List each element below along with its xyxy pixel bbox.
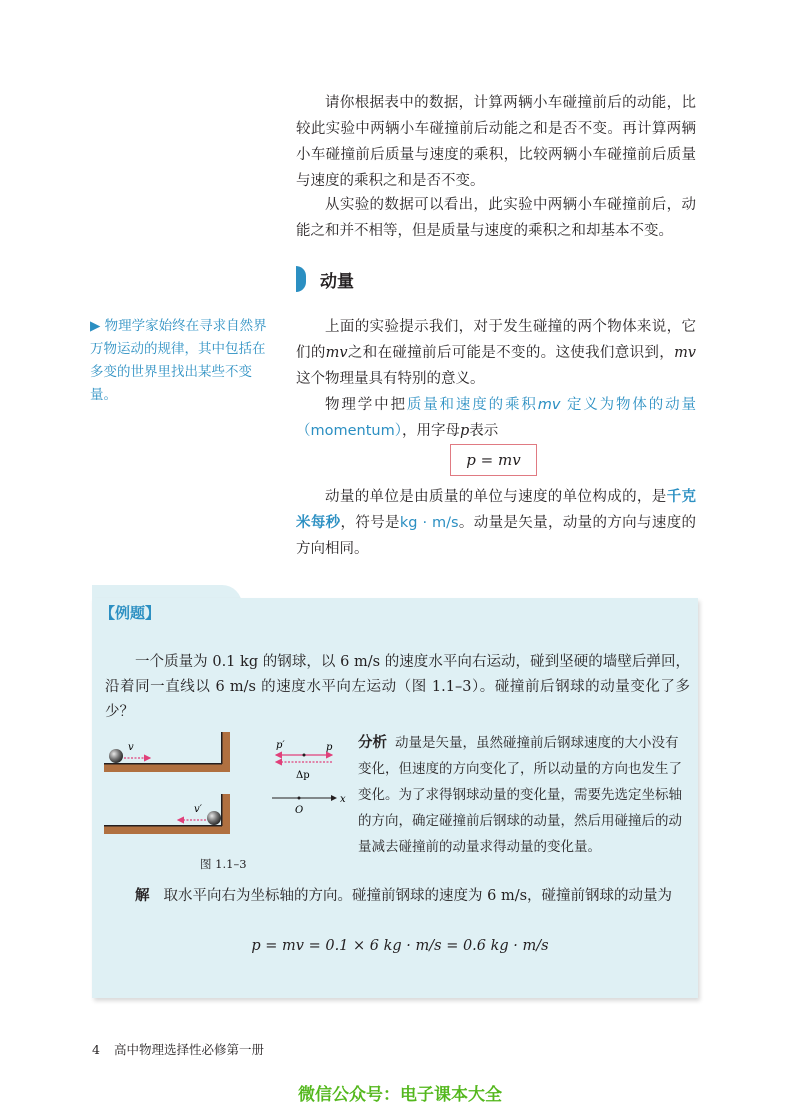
intro-paragraph-1: 请你根据表中的数据，计算两辆小车碰撞前后的动能，比较此实验中两辆小车碰撞前后动能之和是否不变。再计算两辆小车碰撞前后质量与速度的乘积，比较两辆小车碰撞前后质量与速度的乘积之和是否不变。: [296, 95, 696, 189]
figure-caption: 图 1.1–3: [200, 857, 247, 871]
text-run: 。动量是矢量，动量的方向与速度的方向相同。: [296, 515, 697, 557]
solution-label: 解: [135, 888, 150, 904]
p-symbol: p: [459, 423, 470, 439]
definition-highlight: 质量和速度的乘积: [406, 397, 538, 413]
unit-highlight: 千克米每秒: [296, 489, 697, 531]
analysis-paragraph: [358, 730, 686, 860]
book-title: 高中物理选择性必修第一册: [113, 1042, 264, 1057]
solution-formula: [0, 938, 800, 954]
text-run: 动量的单位是由质量的单位与速度的单位构成的，是: [325, 489, 667, 505]
mv-symbol: mv: [674, 345, 697, 361]
wall-bottom-edge: [221, 794, 223, 826]
text-run: 这个物理量具有特别的意义。: [296, 371, 485, 387]
intro-paragraph-2: 从实验的数据可以看出，此实验中两辆小车碰撞前后，动能之和并不相等，但是质量与速度的乘积之和却基本不变。: [296, 197, 696, 239]
body-paragraph-definition: [296, 392, 696, 444]
text-run: 之和在碰撞前后可能是不变的。这使我们意识到，: [347, 345, 675, 361]
analysis-label: 分析: [358, 735, 387, 751]
collision-figure: [100, 728, 350, 853]
definition-highlight: 定义为物体的动量: [566, 397, 697, 413]
unit-symbol: kg · m/s: [399, 515, 459, 531]
text-run: 上面的实验提示我们，对于发生碰撞的两个物体来说，它们的: [296, 319, 696, 361]
floor-top: [104, 764, 226, 772]
delta-p-label: Δp: [296, 770, 310, 781]
wall-top-edge: [221, 732, 223, 764]
solution-text: 取水平向右为坐标轴的方向。碰撞前钢球的速度为 6 m/s，碰撞前钢球的动量为: [163, 888, 673, 904]
momentum-vector-diagram: [272, 740, 346, 816]
momentum-formula-box: p = mv: [450, 444, 537, 476]
before-collision-scene: [104, 732, 230, 772]
origin-label: O: [295, 805, 304, 816]
x-axis-label: x: [340, 794, 346, 805]
watermark-text: 微信公众号：电子课本大全: [298, 1085, 502, 1105]
solution-paragraph: [105, 884, 690, 909]
steel-ball-icon: [207, 811, 221, 825]
velocity-label-v-prime: v′: [194, 804, 202, 815]
side-note: ▶ 物理学家始终在寻求自然界万物运动的规律，其中包括在多变的世界里找出某些不变量。: [90, 318, 267, 403]
wall-top: [222, 732, 230, 772]
after-collision-scene: [104, 794, 230, 834]
formula-text: p = mv = 0.1 × 6 kg · m/s = 0.6 kg · m/s: [251, 938, 549, 954]
momentum-label-p: p: [326, 742, 333, 753]
body-paragraph-units: [296, 484, 696, 562]
section-title: 动量: [320, 271, 354, 292]
page-footer: [92, 1040, 264, 1058]
english-term: （momentum）: [296, 423, 402, 439]
text-run: ，符号是: [340, 515, 400, 531]
axis-origin-dot: [298, 797, 301, 800]
floor-bottom: [104, 826, 226, 834]
vector-origin-dot: [303, 754, 306, 757]
wall-bottom: [222, 794, 230, 834]
floor-top-edge: [104, 763, 222, 765]
text-run: ，用字母: [401, 423, 460, 439]
analysis-text: 动量是矢量，虽然碰撞前后钢球速度的大小没有变化，但速度的方向变化了，所以动量的方向也发生了变化。为了求得钢球动量的变化量，需要先选定坐标轴的方向，确定碰撞前后钢球的动量，然后用碰撞后的动量减去碰撞前的动量求得动量的变化量。: [358, 735, 682, 855]
mv-symbol: mv: [325, 345, 348, 361]
velocity-label-v: v: [128, 742, 134, 753]
floor-bottom-edge: [104, 825, 222, 827]
section-heading: [296, 266, 354, 292]
text-run: 物理学中把: [325, 397, 407, 413]
momentum-label-p-prime: p′: [276, 740, 285, 751]
text-run: 表示: [469, 423, 499, 439]
section-marker-icon: [296, 266, 306, 292]
example-problem: 一个质量为 0.1 kg 的钢球，以 6 m/s 的速度水平向右运动，碰到坚硬的墙壁后弹回，沿着同一直线以 6 m/s 的速度水平向左运动（图 1.1–3）。碰撞前后钢球的动量变化了多少？: [105, 654, 690, 720]
body-paragraph-momentum-hint: [296, 314, 696, 392]
example-title: 【例题】: [100, 604, 161, 622]
mv-symbol: mv: [537, 397, 561, 413]
page-number: 4: [92, 1042, 100, 1057]
steel-ball-icon: [109, 749, 123, 763]
